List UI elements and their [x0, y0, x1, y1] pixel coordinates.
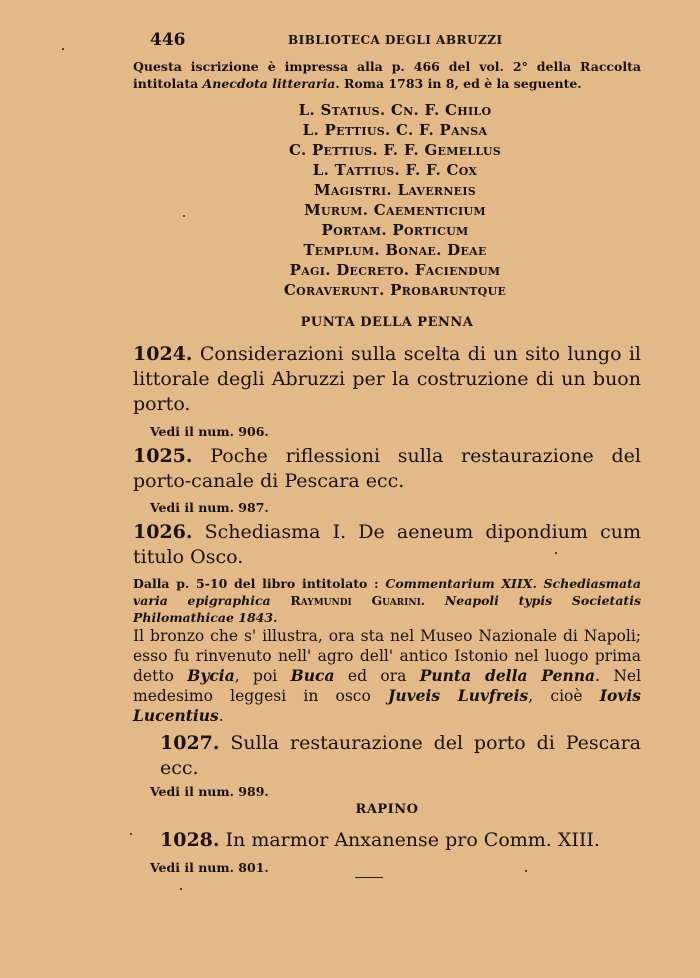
entry-1026-description — [133, 626, 641, 726]
entry-number: 1024. — [133, 343, 193, 365]
note-author: Raymundi Guarini. — [270, 593, 445, 608]
print-speck — [355, 877, 383, 878]
entry-title: Schediasma I. De aeneum dipondium cum titulo Osco. — [133, 521, 641, 568]
description-text: , cioè — [528, 687, 600, 705]
description-text: . — [218, 707, 224, 725]
inscription-line: Murum. Caementicium — [304, 201, 486, 219]
note-book-title: Commentarium XIIX. Schediasmata varia epigraphica — [133, 576, 641, 608]
inscription-line: L. Statius. Cn. F. Chilo — [298, 101, 492, 119]
intro-text-end: . Roma 1783 in 8, ed è la seguente. — [335, 76, 582, 91]
place-name: Bycia — [187, 666, 235, 685]
entry-1025 — [133, 444, 641, 494]
entry-1028-reference: Vedi il num. 801. — [150, 860, 269, 875]
entry-1028 — [160, 828, 641, 853]
inscription-line: Portam. Porticum — [321, 221, 469, 239]
note-imprint: Neapoli typis Societatis Philomathicae 1843. — [133, 593, 641, 625]
section-heading-punta-della-penna: PUNTA DELLA PENNA — [300, 315, 474, 330]
description-text: , poi — [234, 667, 291, 685]
inscription-line: Magistri. Laverneis — [313, 181, 477, 199]
inscription-line: C. Pettius. F. F. Gemellus — [288, 141, 502, 159]
entry-number: 1025. — [133, 445, 193, 467]
entry-number: 1028. — [160, 829, 220, 851]
entry-title: Poche riflessioni sulla restaurazione del porto-canale di Pescara ecc. — [133, 445, 641, 492]
entry-1026 — [133, 520, 641, 570]
entry-1025-reference: Vedi il num. 987. — [150, 500, 269, 515]
print-speck — [525, 870, 527, 872]
inscription-line: Templum. Bonae. Deae — [303, 241, 487, 259]
print-speck — [130, 833, 132, 835]
entry-1024-reference: Vedi il num. 906. — [150, 424, 269, 439]
description-text: ed ora — [334, 667, 420, 685]
print-speck — [183, 215, 185, 217]
entry-number: 1027. — [160, 732, 220, 754]
entry-title: Sulla restaurazione del porto di Pescara ecc. — [160, 732, 641, 779]
description-text: . Nel medesimo leggesi in osco — [133, 667, 642, 705]
intro-title: Anecdota litteraria — [202, 76, 336, 91]
entry-1024 — [133, 342, 641, 417]
section-heading-rapino: RAPINO — [355, 802, 419, 817]
print-speck — [62, 48, 64, 50]
inscription-intro — [133, 58, 641, 92]
running-head: BIBLIOTECA DEGLI ABRUZZI — [288, 33, 503, 47]
inscription-line: Coraverunt. Probaruntque — [283, 281, 507, 299]
page-number: 446 — [150, 30, 186, 50]
entry-1027-reference: Vedi il num. 989. — [150, 784, 269, 799]
note-text: Dalla p. 5-10 del libro intitolato : — [133, 576, 386, 591]
entry-title: Considerazioni sulla scelta di un sito lungo il littorale degli Abruzzi per la costruzione di un buon porto. — [133, 343, 641, 415]
latin-inscription — [200, 100, 590, 300]
inscription-line: L. Tattius. F. F. Cox — [312, 161, 478, 179]
inscription-line: L. Pettius. C. F. Pansa — [302, 121, 488, 139]
latin-translation: Iovis Lucentius — [133, 686, 641, 725]
entry-1026-source-note — [133, 575, 641, 626]
print-speck — [555, 552, 557, 554]
intro-text: Questa iscrizione è impressa alla p. 466 del vol. 2° della Raccolta intitolata — [133, 59, 641, 91]
oscan-inscription: Juveis Luvfreis — [388, 686, 529, 705]
page-header — [150, 30, 640, 52]
entry-title: In marmor Anxanense pro Comm. XIII. — [219, 829, 600, 851]
entry-number: 1026. — [133, 521, 193, 543]
description-text: Il bronzo che s' illustra, ora sta nel Museo Nazionale di Napoli; esso fu rinvenuto nell' agro dell' antico Istonio nel luogo prima detto — [133, 627, 641, 685]
entry-1027 — [160, 731, 641, 781]
place-name: Buca — [290, 666, 335, 685]
print-speck — [180, 888, 182, 890]
inscription-line: Pagi. Decreto. Faciendum — [289, 261, 501, 279]
place-name: Punta della Penna — [419, 666, 596, 685]
